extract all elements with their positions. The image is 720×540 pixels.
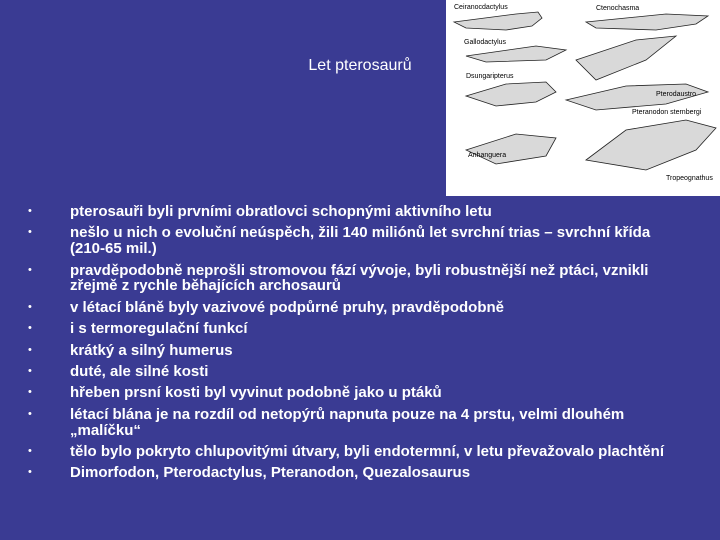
skull-pteranodon-crest — [576, 36, 676, 80]
bullet-text: nešlo u nich o evoluční neúspěch, žili 140 miliónů let svrchní trias – svrchní křída (210-65 mil.) — [70, 224, 651, 258]
bullet-item — [28, 444, 668, 460]
bullet-item — [28, 465, 668, 481]
bullet-text: hřeben prsní kosti byl vyvinut podobně jako u ptáků — [70, 384, 442, 402]
figure-label: Dsungaripterus — [466, 73, 514, 80]
figure-label: Gallodactylus — [464, 39, 507, 46]
bullet-dot: • — [28, 386, 32, 399]
figure-label: Pteranodon sternbergi — [632, 109, 702, 116]
bullet-item — [28, 385, 668, 401]
bullet-item — [28, 364, 668, 380]
bullet-dot: • — [28, 343, 32, 356]
figure-label: Tropeognathus — [666, 175, 713, 182]
bullet-item — [28, 263, 668, 295]
bullet-text: pterosauři byli prvními obratlovci schopnými aktivního letu — [70, 203, 492, 220]
figure-label: Pterodaustro — [656, 91, 697, 98]
bullet-dot: • — [28, 364, 32, 377]
bullet-text: Dimorfodon, Pterodactylus, Pteranodon, Quezalosaurus — [70, 464, 471, 482]
bullet-item — [28, 300, 668, 316]
bullet-dot: • — [28, 205, 32, 217]
bullet-text: v létací bláně byly vazivové podpůrné pruhy, pravděpodobně — [70, 298, 504, 316]
bullet-dot: • — [28, 466, 32, 479]
bullet-dot: • — [28, 444, 32, 457]
skull-ctenochasma — [586, 14, 708, 30]
bullet-text: duté, ale silné kosti — [70, 362, 209, 380]
skull-tropeognathus — [586, 120, 716, 170]
bullet-dot: • — [28, 407, 32, 420]
skull-anhanguera — [466, 134, 556, 164]
skulls-illustration — [446, 0, 720, 196]
bullet-text: tělo bylo pokryto chlupovitými útvary, byli endotermní, v letu převažovalo plachtění — [70, 442, 665, 460]
bullet-item — [28, 225, 668, 257]
skull-dsungaripterus — [466, 82, 556, 106]
bullet-text: pravděpodobně neprošli stromovou fází vývoje, byli robustnější než ptáci, vznikli zřejmě z rychle běhajících archosaurů — [70, 261, 649, 295]
bullet-list — [28, 204, 668, 487]
figure-label: Ceiranocdactylus — [454, 4, 508, 11]
bullet-text: i s termoregulační funkcí — [70, 320, 248, 338]
bullet-item — [28, 321, 668, 337]
bullet-dot: • — [28, 226, 32, 239]
skull-ceiranocdactylus — [454, 12, 542, 30]
skull-gallodactylus — [466, 46, 566, 62]
bullet-text: krátký a silný humerus — [70, 341, 233, 359]
bullet-item — [28, 407, 668, 439]
slide-title: Let pterosaurů — [308, 57, 412, 74]
bullet-dot: • — [28, 263, 32, 276]
bullet-dot: • — [28, 300, 32, 313]
bullet-item — [28, 204, 668, 220]
bullet-dot: • — [28, 322, 32, 335]
figure-label: Anhanguera — [468, 152, 507, 159]
figure-label: Ctenochasma — [596, 5, 640, 12]
bullet-text: létací blána je na rozdíl od netopýrů napnuta pouze na 4 prstu, velmi dlouhém „malíčku“ — [70, 405, 625, 439]
pterosaur-skulls-figure — [446, 0, 720, 196]
bullet-item — [28, 343, 668, 359]
